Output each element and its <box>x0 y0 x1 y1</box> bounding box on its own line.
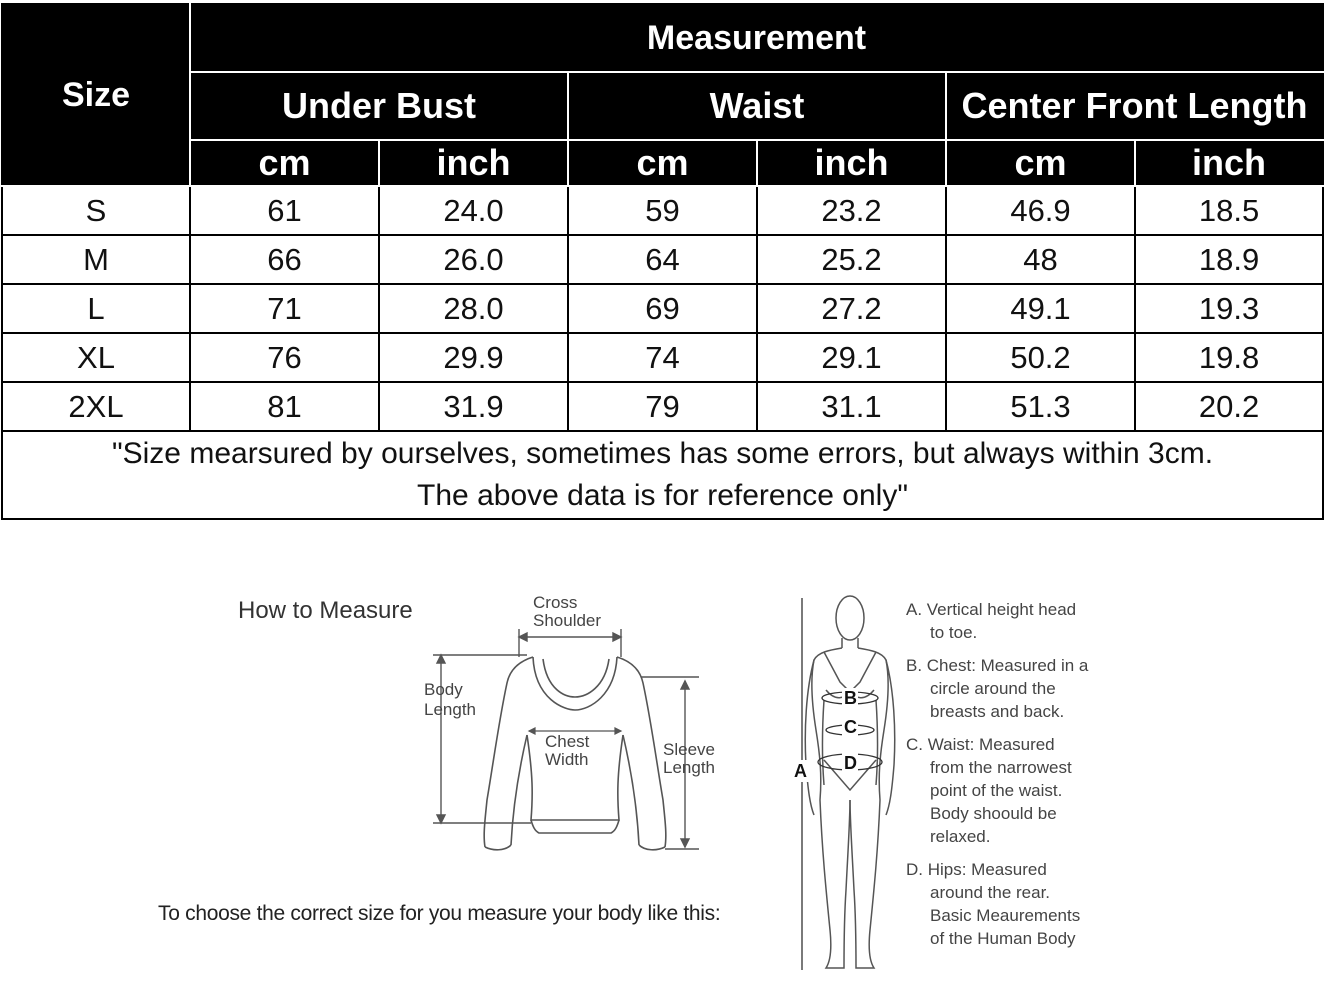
table-row <box>2 235 1323 284</box>
legend-line: of the Human Body <box>930 929 1076 948</box>
table-row <box>2 382 1323 431</box>
center-front-length-header: Center Front Length <box>946 72 1323 140</box>
value-cell: 27.2 <box>757 284 946 333</box>
value-cell: 69 <box>568 284 757 333</box>
value-cell: 74 <box>568 333 757 382</box>
legend-line: around the rear. <box>930 883 1051 902</box>
note-line-2: The above data is for reference only" <box>417 479 908 512</box>
value-cell: 23.2 <box>757 186 946 235</box>
value-cell: 18.5 <box>1135 186 1323 235</box>
legend-line: Body shoould be <box>930 804 1057 823</box>
body-length-label-1: Body <box>424 680 463 699</box>
size-cell: L <box>2 284 190 333</box>
measure-instruction: To choose the correct size for you measure your body like this: <box>158 902 721 925</box>
under-bust-header: Under Bust <box>190 72 568 140</box>
size-header: Size <box>2 4 190 186</box>
height-letter-a: A <box>794 761 807 781</box>
value-cell: 31.1 <box>757 382 946 431</box>
waist-letter-c: C <box>844 717 857 737</box>
unit-header: inch <box>1135 140 1323 186</box>
value-cell: 81 <box>190 382 379 431</box>
value-cell: 18.9 <box>1135 235 1323 284</box>
value-cell: 50.2 <box>946 333 1135 382</box>
value-cell: 26.0 <box>379 235 568 284</box>
waist-header: Waist <box>568 72 946 140</box>
cross-shoulder-label-2: Shoulder <box>533 611 602 630</box>
legend-line: A. Vertical height head <box>906 600 1077 619</box>
unit-header: inch <box>379 140 568 186</box>
note-row <box>2 431 1323 519</box>
legend-line: point of the waist. <box>930 781 1063 800</box>
size-cell: M <box>2 235 190 284</box>
hips-letter-d: D <box>844 753 857 773</box>
chest-width-label-1: Chest <box>545 732 590 751</box>
value-cell: 76 <box>190 333 379 382</box>
table-row <box>2 333 1323 382</box>
chest-letter-b: B <box>844 688 857 708</box>
value-cell: 29.9 <box>379 333 568 382</box>
legend-item-d <box>906 858 1121 950</box>
value-cell: 29.1 <box>757 333 946 382</box>
unit-header: cm <box>190 140 379 186</box>
how-to-measure-title: How to Measure <box>238 597 413 624</box>
sleeve-length-label-1: Sleeve <box>663 740 715 759</box>
note-cell <box>2 431 1323 519</box>
unit-header: inch <box>757 140 946 186</box>
legend-line: relaxed. <box>930 827 991 846</box>
value-cell: 19.3 <box>1135 284 1323 333</box>
value-cell: 48 <box>946 235 1135 284</box>
note-line-1: "Size mearsured by ourselves, sometimes has some errors, but always within 3cm. <box>111 437 1214 470</box>
legend-line: C. Waist: Measured <box>906 735 1055 754</box>
value-cell: 19.8 <box>1135 333 1323 382</box>
size-chart-table <box>1 3 1324 520</box>
value-cell: 49.1 <box>946 284 1135 333</box>
value-cell: 66 <box>190 235 379 284</box>
value-cell: 59 <box>568 186 757 235</box>
body-diagram <box>780 590 905 980</box>
unit-header: cm <box>946 140 1135 186</box>
body-length-label-2: Length <box>424 700 476 719</box>
value-cell: 79 <box>568 382 757 431</box>
table-row <box>2 186 1323 235</box>
legend-line: from the narrowest <box>930 758 1072 777</box>
value-cell: 46.9 <box>946 186 1135 235</box>
legend-item-a <box>906 598 1121 644</box>
value-cell: 51.3 <box>946 382 1135 431</box>
legend-line: B. Chest: Measured in a <box>906 656 1089 675</box>
garment-diagram <box>415 585 735 865</box>
unit-header: cm <box>568 140 757 186</box>
sleeve-length-label-2: Length <box>663 758 715 777</box>
table-row <box>2 284 1323 333</box>
legend-line: D. Hips: Measured <box>906 860 1047 879</box>
legend-item-c <box>906 733 1121 848</box>
cross-shoulder-arrow <box>519 629 621 657</box>
measurement-header: Measurement <box>190 4 1323 72</box>
measurement-legend <box>906 598 1121 960</box>
size-cell: 2XL <box>2 382 190 431</box>
value-cell: 64 <box>568 235 757 284</box>
value-cell: 71 <box>190 284 379 333</box>
cross-shoulder-label-1: Cross <box>533 593 578 612</box>
value-cell: 20.2 <box>1135 382 1323 431</box>
human-body-icon <box>805 596 894 968</box>
value-cell: 24.0 <box>379 186 568 235</box>
measurement-lines <box>802 598 882 970</box>
legend-item-b <box>906 654 1121 723</box>
value-cell: 61 <box>190 186 379 235</box>
legend-line: breasts and back. <box>930 702 1065 721</box>
legend-line: Basic Meaurements <box>930 906 1081 925</box>
size-cell: XL <box>2 333 190 382</box>
legend-line: circle around the <box>930 679 1056 698</box>
size-cell: S <box>2 186 190 235</box>
value-cell: 28.0 <box>379 284 568 333</box>
chest-width-label-2: Width <box>545 750 589 769</box>
value-cell: 25.2 <box>757 235 946 284</box>
legend-line: to toe. <box>930 623 978 642</box>
value-cell: 31.9 <box>379 382 568 431</box>
